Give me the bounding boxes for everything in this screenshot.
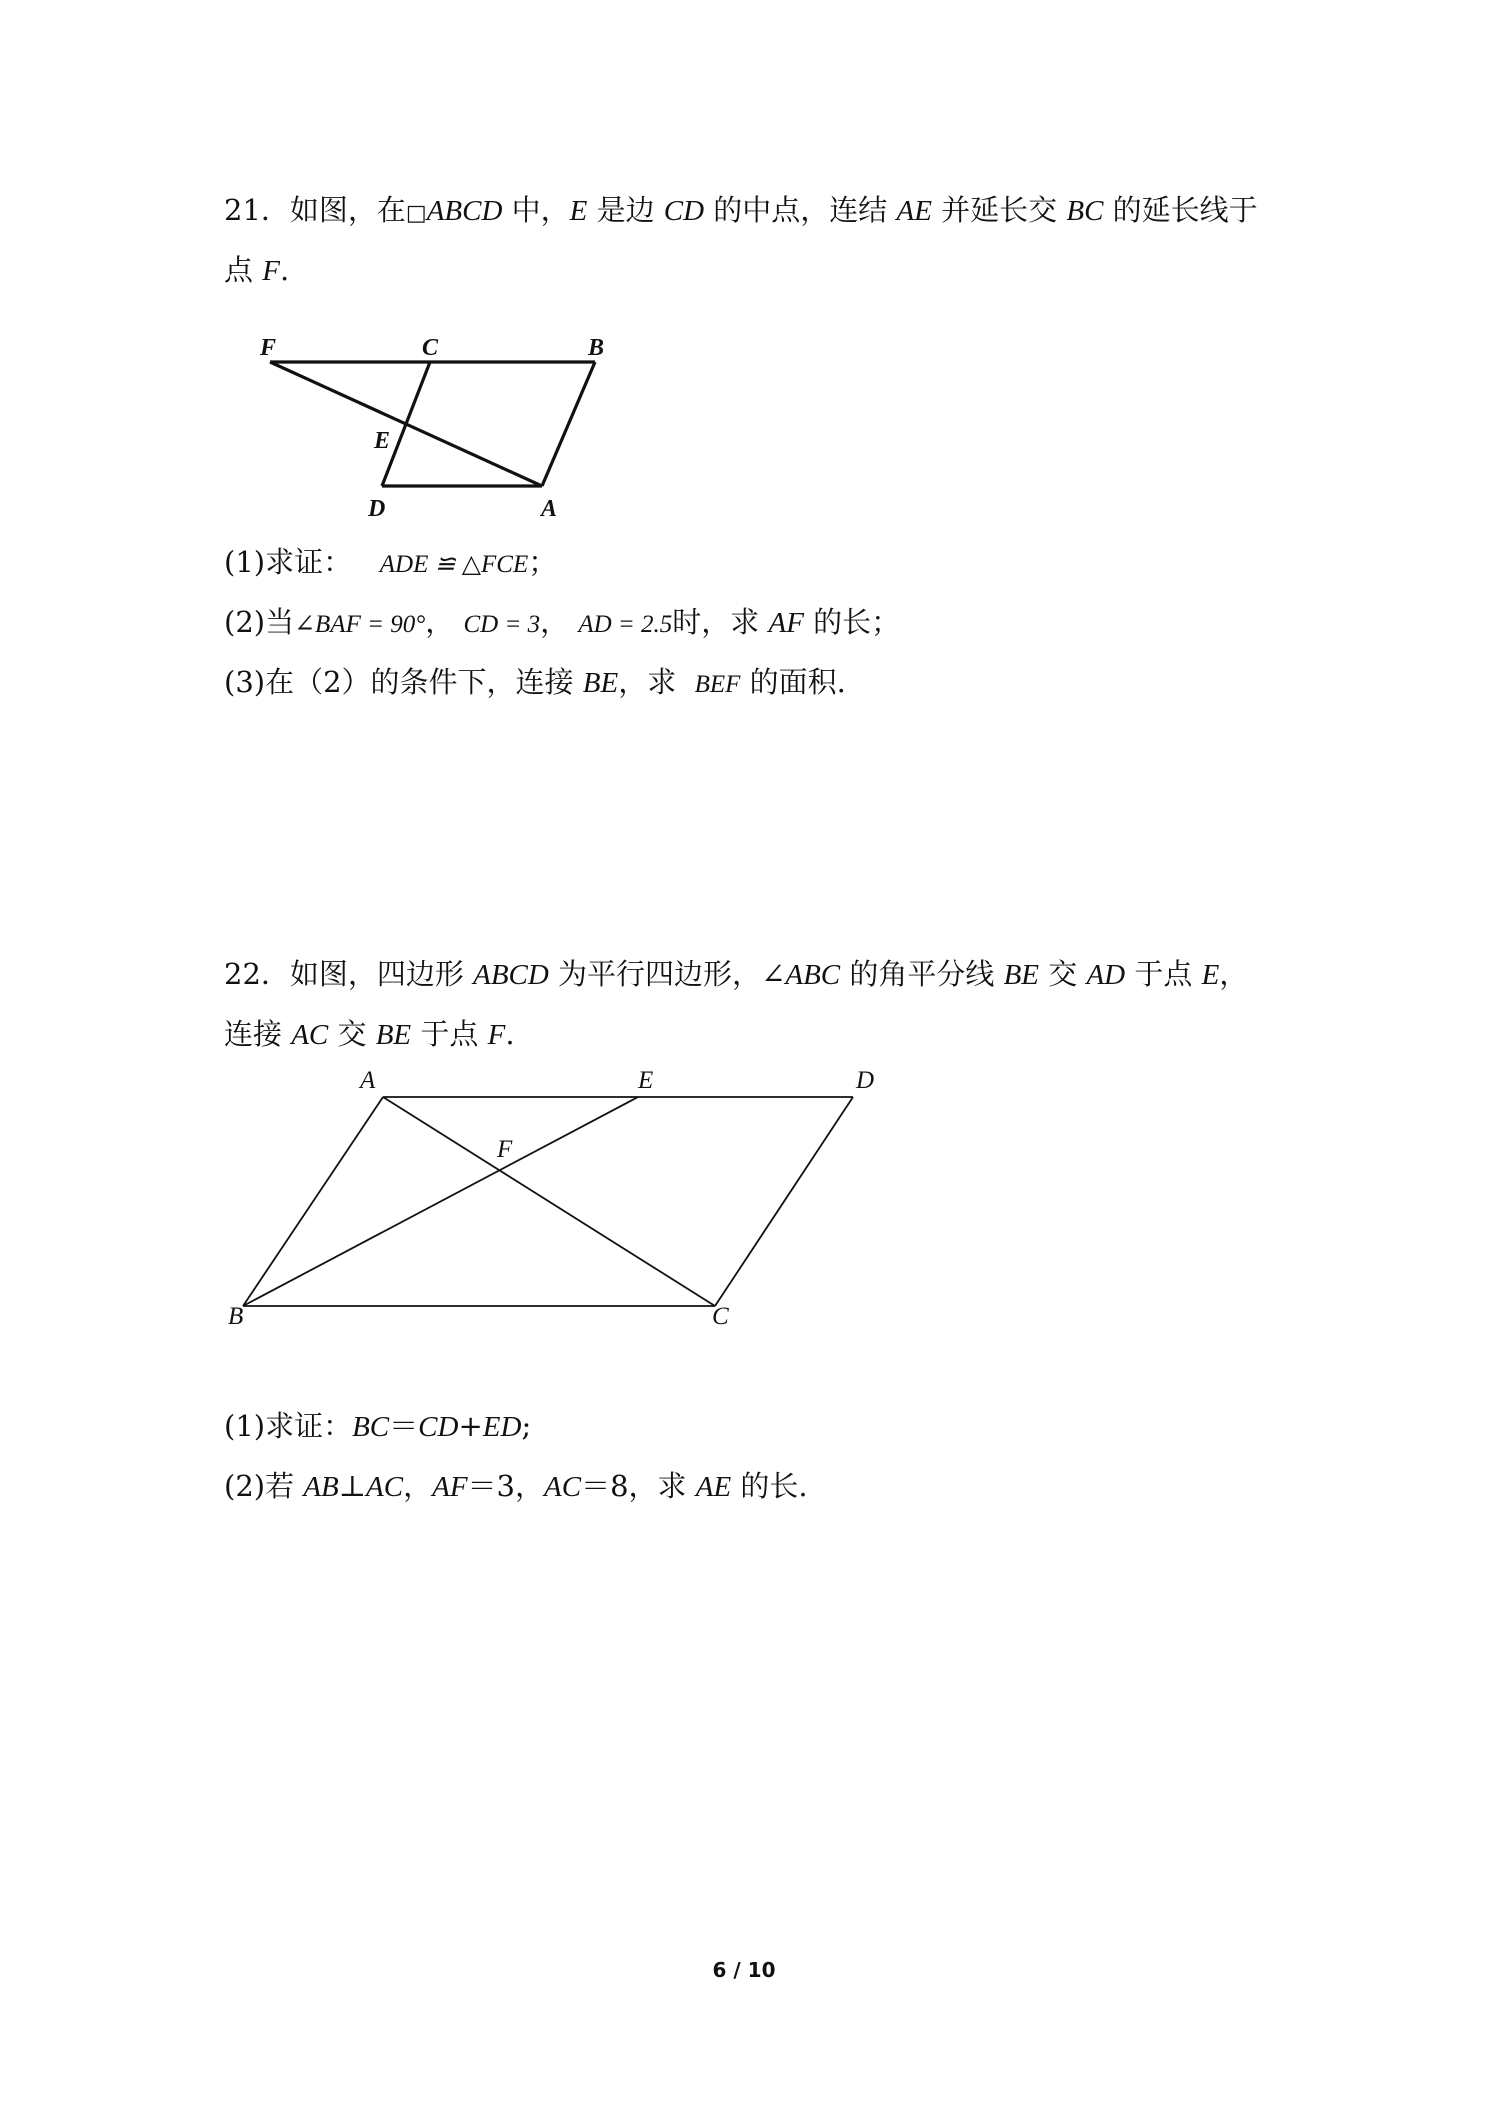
label-a: A xyxy=(541,496,558,522)
label-c: C xyxy=(422,335,439,361)
label-c: C xyxy=(712,1303,729,1330)
q21-part-1: (1)求证： ADE ≌ △FCE； xyxy=(224,545,558,579)
label-b: B xyxy=(228,1303,244,1330)
label-d: D xyxy=(368,496,386,522)
q22-part-1: (1)求证：BC＝CD+ED; xyxy=(224,1409,532,1443)
q22-line-2: 连接 AC 交 BE 于点 F. xyxy=(224,1017,515,1051)
parallelogram-symbol: □ xyxy=(405,201,427,226)
page-number: 6 / 10 xyxy=(712,1958,776,1982)
q22-line-1: 22．如图，四边形 ABCD 为平行四边形，∠ABC 的角平分线 BE 交 AD 于点 E， xyxy=(224,957,1249,991)
segment-fa xyxy=(270,362,542,486)
label-f: F xyxy=(497,1136,513,1163)
segment-dc xyxy=(715,1097,853,1306)
q21-line-2: 点 F. xyxy=(224,253,290,287)
q21-line-1: 21．如图，在□ABCD 中，E 是边 CD 的中点，连结 AE 并延长交 BC 的延长线于 xyxy=(224,193,1258,227)
figure-21 xyxy=(240,325,640,522)
label-e: E xyxy=(638,1067,654,1094)
segment-ba xyxy=(542,362,595,486)
q22-part-2: (2)若 AB⊥AC，AF＝3，AC＝8，求 AE 的长. xyxy=(224,1469,808,1503)
segment-be xyxy=(243,1097,638,1306)
segment-ab xyxy=(243,1097,383,1306)
q21-part-2: (2)当∠BAF = 90°， CD = 3， AD = 2.5时，求 AF 的长； xyxy=(224,605,901,639)
label-a: A xyxy=(360,1067,376,1094)
label-b: B xyxy=(588,335,605,361)
q21-part-3: (3)在（2）的条件下，连接 BE，求 BEF 的面积. xyxy=(224,665,846,699)
label-d: D xyxy=(856,1067,875,1094)
figure-22 xyxy=(220,1060,920,1330)
segment-ac xyxy=(383,1097,715,1306)
label-e: E xyxy=(374,428,391,454)
label-f: F xyxy=(260,335,277,361)
